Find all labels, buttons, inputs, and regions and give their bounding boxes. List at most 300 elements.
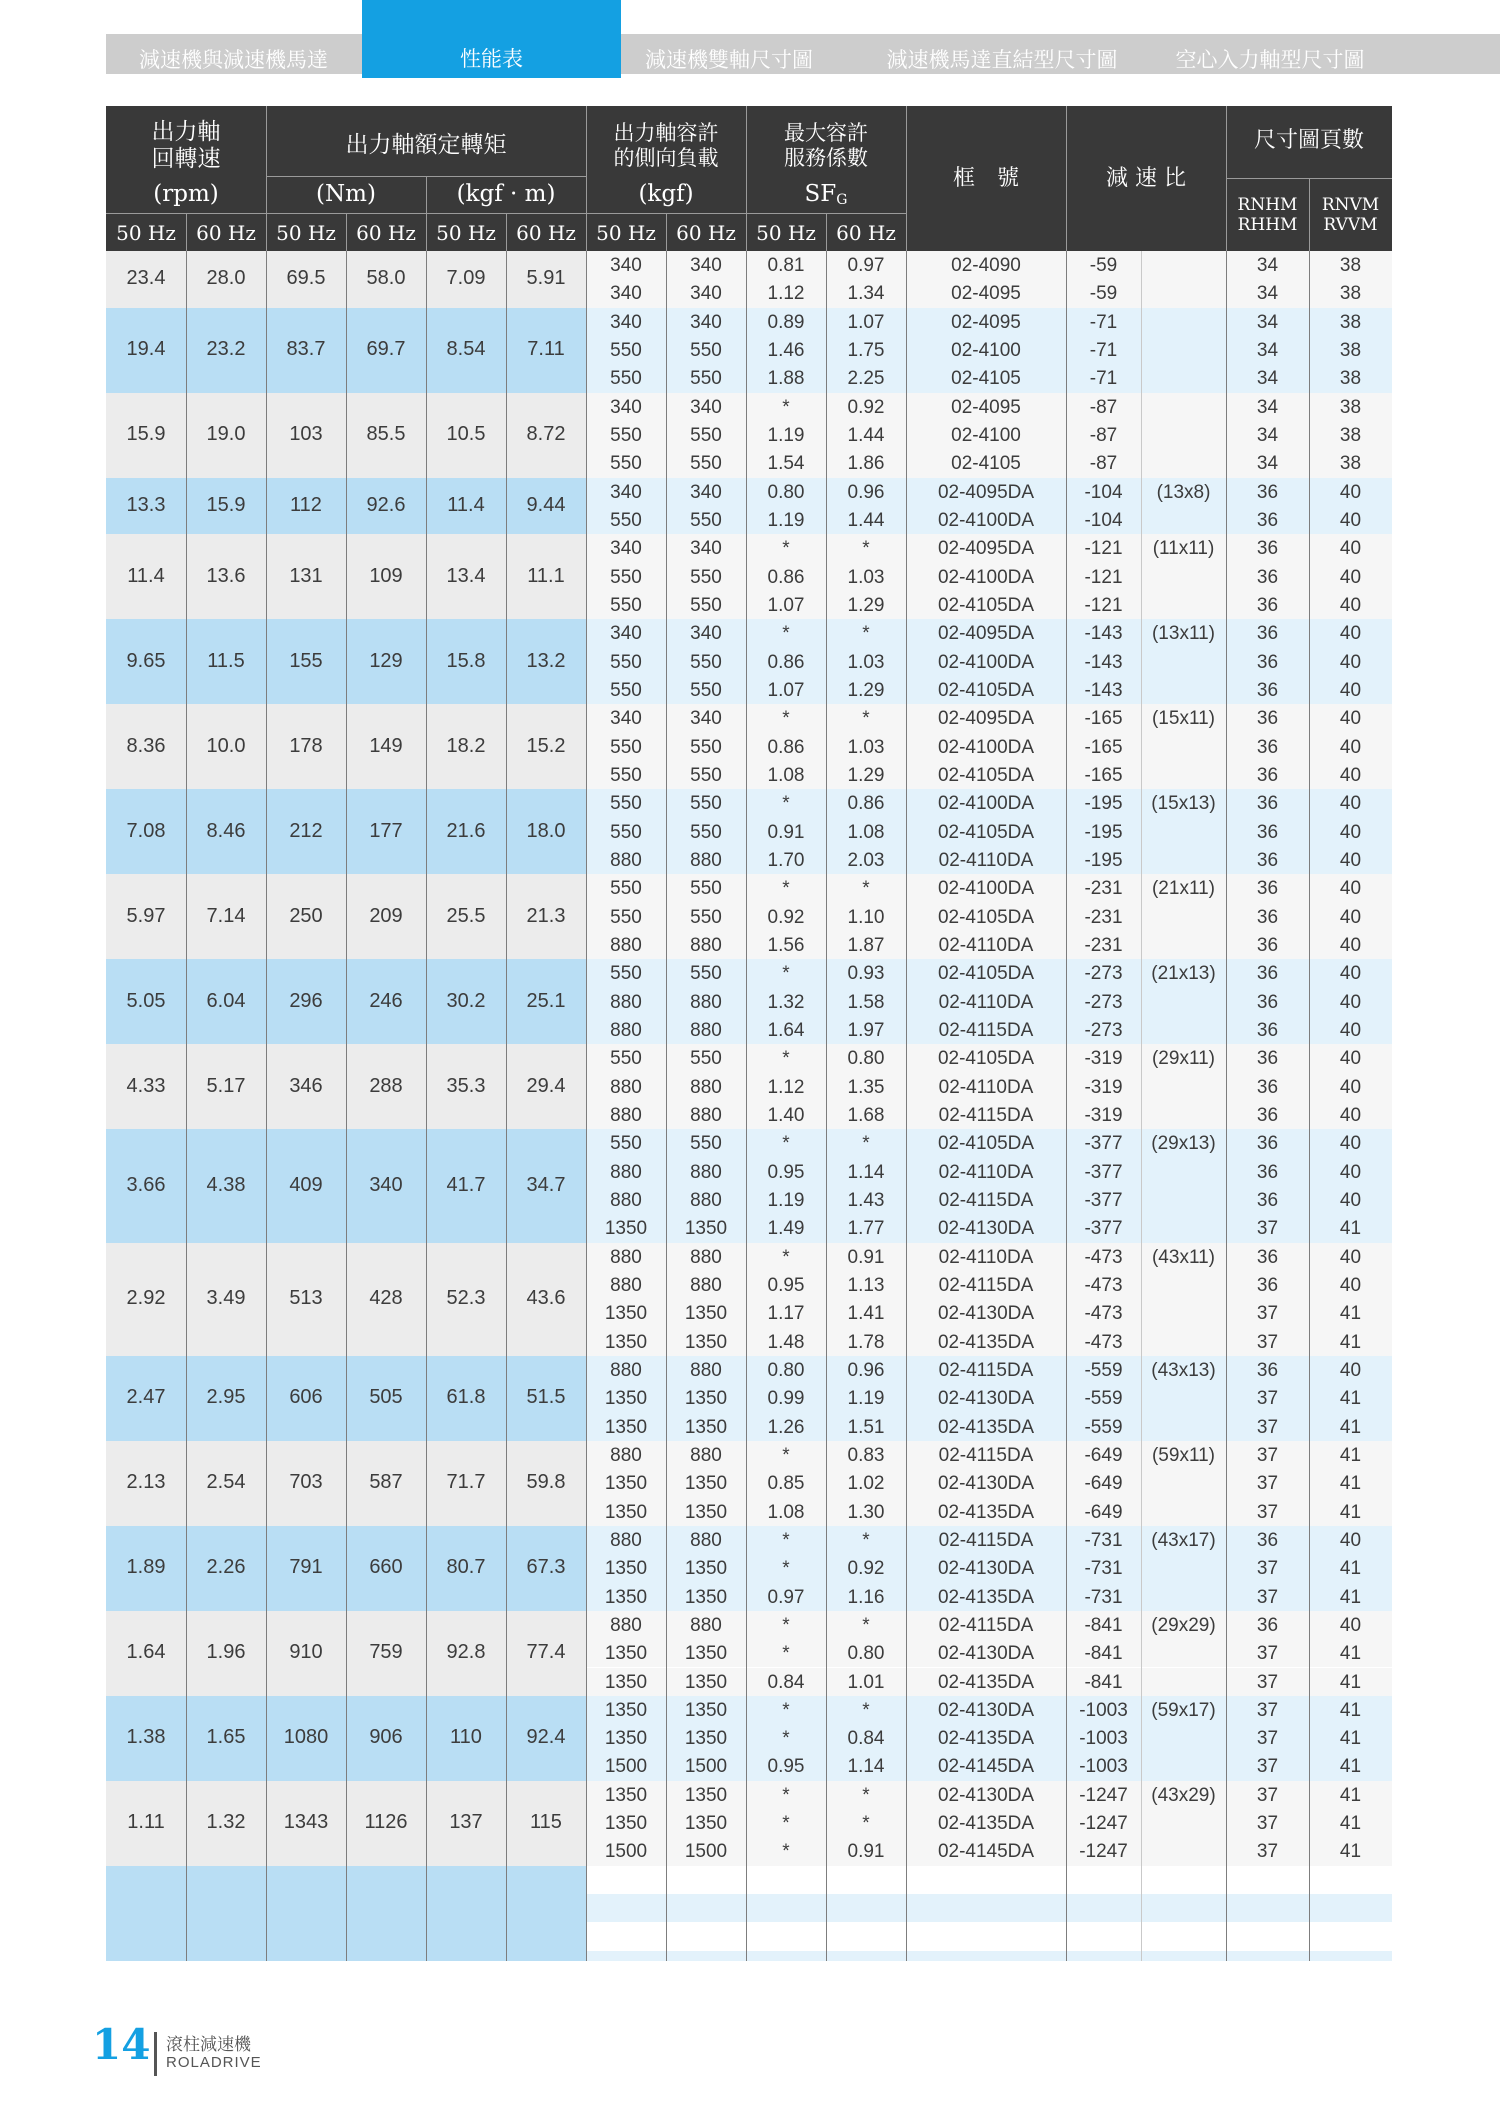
cell-dim-page-rnvm: 40 xyxy=(1339,1104,1362,1126)
cell-sf-60hz: 1.10 xyxy=(847,906,885,928)
header-sf-unit: SF G xyxy=(804,181,848,208)
cell-rpm-50hz: 15.9 xyxy=(126,423,166,446)
cell-load-60hz: 550 xyxy=(690,509,722,531)
cell-rpm-50hz: 1.38 xyxy=(126,1726,166,1749)
cell-sf-60hz: 0.83 xyxy=(847,1444,885,1466)
cell-dim-page-rnvm: 40 xyxy=(1339,708,1362,730)
cell-sf-50hz: 1.56 xyxy=(767,934,805,956)
cell-dim-page-rnhm: 37 xyxy=(1256,1699,1279,1721)
cell-sf-60hz: 1.86 xyxy=(847,453,885,475)
cell-frame-number: 02-4100DA xyxy=(937,736,1035,758)
cell-sf-60hz: * xyxy=(862,1133,870,1155)
cell-dim-page-rnhm: 36 xyxy=(1256,481,1279,503)
cell-sf-50hz: * xyxy=(782,1133,790,1155)
cell-rpm-60hz: 11.5 xyxy=(207,649,245,672)
cell-dim-page-rnvm: 38 xyxy=(1339,255,1362,276)
header-hz-50: 50 Hz xyxy=(756,220,816,245)
cell-load-60hz: 550 xyxy=(690,339,722,361)
cell-sf-50hz: * xyxy=(782,1558,790,1580)
cell-load-50hz: 550 xyxy=(610,679,642,701)
cell-sf-50hz: 0.80 xyxy=(767,481,805,503)
cell-dim-page-rnvm: 38 xyxy=(1339,396,1362,418)
tab-double-shaft-dimensions[interactable]: 減速機雙軸尺寸圖 xyxy=(645,48,813,72)
cell-sf-50hz: 1.17 xyxy=(767,1303,805,1325)
cell-dim-page-rnhm: 36 xyxy=(1256,566,1279,588)
cell-rpm-50hz: 1.11 xyxy=(127,1811,165,1834)
cell-reduction-ratio: -319 xyxy=(1084,1076,1123,1098)
header-divider xyxy=(746,106,747,251)
cell-nm-60hz: 58.0 xyxy=(366,267,406,290)
cell-gear-combination: (21x13) xyxy=(1151,963,1216,985)
cell-dim-page-rnhm: 36 xyxy=(1256,878,1279,900)
cell-dim-page-rnhm: 34 xyxy=(1256,283,1279,305)
cell-rpm-60hz: 23.2 xyxy=(206,338,246,361)
cell-kgf-50hz: 7.09 xyxy=(446,267,486,290)
tab-performance-table[interactable]: 性能表 xyxy=(362,0,621,78)
cell-dim-page-rnvm: 41 xyxy=(1339,1671,1362,1693)
cell-sf-50hz: 0.99 xyxy=(767,1388,805,1410)
cell-sf-50hz: * xyxy=(782,1614,790,1636)
cell-sf-60hz: 0.86 xyxy=(847,793,885,815)
cell-sf-60hz: * xyxy=(862,1699,870,1721)
cell-load-50hz: 880 xyxy=(610,1076,642,1098)
cell-dim-page-rnvm: 40 xyxy=(1339,509,1362,531)
cell-nm-60hz: 92.6 xyxy=(366,493,406,516)
cell-sf-60hz: 1.19 xyxy=(847,1388,885,1410)
cell-frame-number: 02-4095 xyxy=(951,396,1021,418)
cell-dim-page-rnvm: 40 xyxy=(1339,764,1362,786)
cell-reduction-ratio: -71 xyxy=(1089,368,1118,390)
cell-dim-page-rnhm: 36 xyxy=(1256,623,1279,645)
cell-frame-number: 02-4145DA xyxy=(937,1756,1035,1778)
cell-frame-number: 02-4135DA xyxy=(937,1586,1035,1608)
cell-frame-number: 02-4135DA xyxy=(937,1416,1035,1438)
cell-kgf-60hz: 59.8 xyxy=(526,1471,566,1494)
cell-dim-page-rnvm: 41 xyxy=(1339,1331,1362,1353)
cell-load-60hz: 1350 xyxy=(684,1388,728,1410)
cell-rpm-60hz: 8.46 xyxy=(206,819,246,842)
cell-nm-50hz: 178 xyxy=(289,734,323,757)
cell-sf-60hz: 0.91 xyxy=(847,1246,885,1268)
cell-kgf-50hz: 71.7 xyxy=(446,1471,486,1494)
cell-load-50hz: 550 xyxy=(610,906,642,928)
cell-load-50hz: 550 xyxy=(610,963,642,985)
cell-dim-page-rnvm: 40 xyxy=(1339,934,1362,956)
cell-reduction-ratio: -1003 xyxy=(1079,1699,1128,1721)
cell-load-60hz: 880 xyxy=(690,1189,722,1211)
cell-sf-60hz: 1.29 xyxy=(847,764,885,786)
cell-frame-number: 02-4115DA xyxy=(938,1274,1034,1296)
header-sf-title: 最大容許 服務係數 xyxy=(784,121,868,170)
cell-sf-60hz: 1.78 xyxy=(847,1331,885,1353)
cell-dim-page-rnhm: 36 xyxy=(1256,651,1279,673)
cell-sf-50hz: * xyxy=(782,1784,790,1806)
cell-sf-50hz: 0.85 xyxy=(767,1473,805,1495)
cell-load-50hz: 880 xyxy=(610,849,642,871)
cell-nm-60hz: 177 xyxy=(369,819,403,842)
cell-sf-50hz: 1.46 xyxy=(767,339,805,361)
cell-sf-60hz: 1.02 xyxy=(847,1473,885,1495)
cell-nm-50hz: 703 xyxy=(289,1471,323,1494)
cell-dim-page-rnhm: 36 xyxy=(1256,1529,1279,1551)
cell-reduction-ratio: -195 xyxy=(1084,793,1123,815)
cell-sf-60hz: 0.92 xyxy=(847,1558,885,1580)
table-header xyxy=(106,106,1392,251)
cell-sf-50hz: 0.95 xyxy=(767,1756,805,1778)
cell-dim-page-rnvm: 41 xyxy=(1339,1813,1362,1835)
cell-load-50hz: 550 xyxy=(610,453,642,475)
cell-gear-combination: (29x29) xyxy=(1151,1614,1216,1636)
cell-kgf-60hz: 15.2 xyxy=(526,734,566,757)
cell-reduction-ratio: -1003 xyxy=(1079,1728,1128,1750)
cell-sf-60hz: 1.87 xyxy=(847,934,885,956)
cell-frame-number: 02-4090 xyxy=(951,255,1021,276)
cell-load-50hz: 550 xyxy=(610,1048,642,1070)
cell-load-60hz: 880 xyxy=(690,1359,722,1381)
cell-frame-number: 02-4095 xyxy=(951,283,1021,305)
cell-dim-page-rnvm: 40 xyxy=(1339,1274,1362,1296)
table-row xyxy=(586,1951,1392,1961)
cell-reduction-ratio: -231 xyxy=(1084,906,1123,928)
cell-nm-60hz: 759 xyxy=(369,1641,403,1664)
cell-load-60hz: 1350 xyxy=(684,1473,728,1495)
cell-dim-page-rnhm: 34 xyxy=(1256,311,1279,333)
cell-frame-number: 02-4115DA xyxy=(938,1529,1034,1551)
cell-kgf-50hz: 92.8 xyxy=(446,1641,486,1664)
cell-kgf-60hz: 67.3 xyxy=(526,1556,566,1579)
cell-sf-60hz: 1.77 xyxy=(847,1218,885,1240)
cell-load-60hz: 1350 xyxy=(684,1558,728,1580)
cell-frame-number: 02-4135DA xyxy=(937,1671,1035,1693)
column-divider xyxy=(1141,251,1142,1961)
cell-sf-60hz: 1.14 xyxy=(847,1756,885,1778)
cell-load-50hz: 550 xyxy=(610,651,642,673)
cell-rpm-60hz: 19.0 xyxy=(206,423,246,446)
cell-dim-page-rnvm: 41 xyxy=(1339,1444,1362,1466)
cell-load-50hz: 880 xyxy=(610,1614,642,1636)
header-hz-60: 60 Hz xyxy=(196,220,256,245)
header-dimension-rnhm: RNHM RHHM xyxy=(1237,194,1298,235)
cell-sf-60hz: 1.34 xyxy=(847,283,885,305)
cell-dim-page-rnvm: 40 xyxy=(1339,679,1362,701)
cell-dim-page-rnhm: 36 xyxy=(1256,1161,1279,1183)
column-divider xyxy=(426,251,427,1961)
column-divider xyxy=(1309,251,1310,1961)
cell-dim-page-rnhm: 37 xyxy=(1256,1501,1279,1523)
cell-dim-page-rnhm: 36 xyxy=(1256,849,1279,871)
column-divider xyxy=(186,251,187,1961)
cell-sf-60hz: * xyxy=(862,878,870,900)
cell-reduction-ratio: -231 xyxy=(1084,878,1123,900)
cell-load-60hz: 1350 xyxy=(684,1586,728,1608)
cell-reduction-ratio: -649 xyxy=(1084,1473,1123,1495)
cell-load-60hz: 340 xyxy=(690,708,722,730)
cell-sf-60hz: * xyxy=(862,1529,870,1551)
cell-frame-number: 02-4105DA xyxy=(937,679,1035,701)
cell-frame-number: 02-4105DA xyxy=(937,1048,1035,1070)
cell-dim-page-rnvm: 41 xyxy=(1339,1756,1362,1778)
cell-dim-page-rnhm: 37 xyxy=(1256,1586,1279,1608)
cell-gear-combination: (43x11) xyxy=(1151,1246,1215,1268)
table-row xyxy=(586,1866,1392,1894)
cell-load-60hz: 550 xyxy=(690,453,722,475)
cell-nm-60hz: 209 xyxy=(369,904,403,927)
header-frame-title: 框 號 xyxy=(952,165,1019,191)
cell-rpm-60hz: 4.38 xyxy=(206,1173,246,1196)
cell-load-60hz: 880 xyxy=(690,849,722,871)
cell-load-50hz: 340 xyxy=(610,708,642,730)
cell-gear-combination: (13x8) xyxy=(1156,481,1211,503)
header-hz-50: 50 Hz xyxy=(596,220,656,245)
cell-sf-60hz: 1.03 xyxy=(847,651,885,673)
cell-dim-page-rnhm: 36 xyxy=(1256,1189,1279,1211)
cell-sf-50hz: * xyxy=(782,1048,790,1070)
page-number: 14 xyxy=(92,2020,151,2069)
cell-frame-number: 02-4105DA xyxy=(937,906,1035,928)
cell-reduction-ratio: -104 xyxy=(1084,509,1123,531)
cell-frame-number: 02-4110DA xyxy=(938,934,1034,956)
cell-nm-50hz: 791 xyxy=(289,1556,323,1579)
cell-sf-60hz: 1.03 xyxy=(847,736,885,758)
cell-sf-50hz: 0.80 xyxy=(767,1359,805,1381)
cell-load-50hz: 1350 xyxy=(604,1303,648,1325)
cell-dim-page-rnhm: 36 xyxy=(1256,538,1279,560)
cell-load-50hz: 550 xyxy=(610,594,642,616)
cell-load-50hz: 550 xyxy=(610,878,642,900)
cell-sf-50hz: 1.19 xyxy=(767,424,805,446)
cell-sf-50hz: * xyxy=(782,1643,790,1665)
cell-sf-50hz: 1.64 xyxy=(767,1019,805,1041)
cell-load-60hz: 880 xyxy=(690,1274,722,1296)
header-load-title: 出力軸容許 的側向負載 xyxy=(613,121,719,170)
cell-sf-60hz: 2.25 xyxy=(847,368,885,390)
cell-reduction-ratio: -731 xyxy=(1084,1529,1123,1551)
cell-sf-50hz: 0.81 xyxy=(767,255,805,276)
cell-sf-50hz: * xyxy=(782,1529,790,1551)
cell-sf-60hz: 1.35 xyxy=(847,1076,885,1098)
cell-sf-60hz: 1.29 xyxy=(847,594,885,616)
cell-load-60hz: 1350 xyxy=(684,1416,728,1438)
cell-reduction-ratio: -319 xyxy=(1084,1048,1123,1070)
cell-nm-50hz: 112 xyxy=(290,493,322,516)
cell-reduction-ratio: -841 xyxy=(1084,1643,1123,1665)
header-hz-60: 60 Hz xyxy=(836,220,896,245)
cell-load-60hz: 880 xyxy=(690,1104,722,1126)
cell-kgf-50hz: 80.7 xyxy=(446,1556,486,1579)
cell-rpm-60hz: 1.65 xyxy=(206,1726,246,1749)
cell-nm-60hz: 149 xyxy=(369,734,403,757)
cell-sf-50hz: 1.49 xyxy=(767,1218,805,1240)
cell-load-50hz: 880 xyxy=(610,1019,642,1041)
cell-load-60hz: 340 xyxy=(690,623,722,645)
cell-dim-page-rnhm: 37 xyxy=(1256,1671,1279,1693)
cell-rpm-60hz: 6.04 xyxy=(206,989,246,1012)
cell-dim-page-rnvm: 38 xyxy=(1339,424,1362,446)
cell-nm-50hz: 1343 xyxy=(283,1811,329,1834)
cell-load-50hz: 340 xyxy=(610,396,642,418)
header-hz-60: 60 Hz xyxy=(356,220,416,245)
cell-frame-number: 02-4130DA xyxy=(937,1303,1035,1325)
cell-load-60hz: 550 xyxy=(690,651,722,673)
cell-dim-page-rnhm: 37 xyxy=(1256,1303,1279,1325)
cell-nm-50hz: 250 xyxy=(289,904,323,927)
header-divider xyxy=(586,106,587,251)
cell-nm-60hz: 587 xyxy=(369,1471,403,1494)
cell-sf-60hz: 1.68 xyxy=(847,1104,885,1126)
cell-reduction-ratio: -87 xyxy=(1089,396,1118,418)
cell-dim-page-rnvm: 40 xyxy=(1339,991,1362,1013)
cell-frame-number: 02-4105DA xyxy=(937,963,1035,985)
cell-frame-number: 02-4130DA xyxy=(937,1558,1035,1580)
cell-kgf-60hz: 92.4 xyxy=(526,1726,566,1749)
cell-rpm-60hz: 28.0 xyxy=(206,267,246,290)
cell-frame-number: 02-4135DA xyxy=(937,1813,1035,1835)
cell-sf-50hz: * xyxy=(782,538,790,560)
cell-reduction-ratio: -273 xyxy=(1084,963,1123,985)
cell-rpm-60hz: 7.14 xyxy=(206,904,246,927)
cell-reduction-ratio: -165 xyxy=(1084,736,1123,758)
cell-sf-60hz: 0.92 xyxy=(847,396,885,418)
cell-load-60hz: 550 xyxy=(690,1048,722,1070)
cell-frame-number: 02-4105DA xyxy=(937,1133,1035,1155)
cell-rpm-50hz: 23.4 xyxy=(126,267,166,290)
cell-dim-page-rnhm: 36 xyxy=(1256,1048,1279,1070)
cell-rpm-50hz: 11.4 xyxy=(127,564,165,587)
cell-dim-page-rnhm: 36 xyxy=(1256,1133,1279,1155)
cell-reduction-ratio: -649 xyxy=(1084,1501,1123,1523)
cell-load-60hz: 340 xyxy=(690,255,722,276)
cell-dim-page-rnvm: 40 xyxy=(1339,1529,1362,1551)
cell-rpm-50hz: 1.89 xyxy=(126,1556,166,1579)
cell-load-60hz: 340 xyxy=(690,311,722,333)
cell-frame-number: 02-4110DA xyxy=(938,1246,1034,1268)
cell-load-60hz: 340 xyxy=(690,283,722,305)
cell-sf-50hz: * xyxy=(782,1813,790,1835)
cell-load-60hz: 550 xyxy=(690,821,722,843)
cell-frame-number: 02-4130DA xyxy=(937,1218,1035,1240)
tab-reducers-and-motors[interactable]: 減速機與減速機馬達 xyxy=(139,48,328,72)
cell-reduction-ratio: -165 xyxy=(1084,764,1123,786)
cell-load-60hz: 880 xyxy=(690,1161,722,1183)
cell-rpm-50hz: 4.33 xyxy=(126,1074,166,1097)
footer-divider xyxy=(154,2032,157,2076)
cell-load-60hz: 1500 xyxy=(684,1756,728,1778)
cell-gear-combination: (29x13) xyxy=(1151,1133,1216,1155)
cell-dim-page-rnvm: 38 xyxy=(1339,368,1362,390)
header-hz-50: 50 Hz xyxy=(436,220,496,245)
cell-reduction-ratio: -559 xyxy=(1084,1359,1123,1381)
cell-load-50hz: 550 xyxy=(610,736,642,758)
cell-reduction-ratio: -59 xyxy=(1089,255,1118,276)
cell-sf-60hz: 1.44 xyxy=(847,424,885,446)
cell-dim-page-rnhm: 36 xyxy=(1256,1274,1279,1296)
cell-frame-number: 02-4105DA xyxy=(937,764,1035,786)
cell-reduction-ratio: -731 xyxy=(1084,1586,1123,1608)
cell-dim-page-rnvm: 41 xyxy=(1339,1699,1362,1721)
cell-reduction-ratio: -473 xyxy=(1084,1331,1123,1353)
cell-load-50hz: 1350 xyxy=(604,1416,648,1438)
cell-reduction-ratio: -143 xyxy=(1084,651,1123,673)
cell-sf-60hz: * xyxy=(862,708,870,730)
cell-sf-60hz: 1.14 xyxy=(847,1161,885,1183)
cell-sf-50hz: * xyxy=(782,793,790,815)
cell-load-50hz: 550 xyxy=(610,1133,642,1155)
cell-rpm-60hz: 1.96 xyxy=(206,1641,246,1664)
cell-frame-number: 02-4130DA xyxy=(937,1784,1035,1806)
cell-reduction-ratio: -649 xyxy=(1084,1444,1123,1466)
cell-sf-50hz: 0.86 xyxy=(767,651,805,673)
cell-dim-page-rnvm: 40 xyxy=(1339,651,1362,673)
cell-dim-page-rnvm: 40 xyxy=(1339,1359,1362,1381)
cell-frame-number: 02-4095 xyxy=(951,311,1021,333)
cell-frame-number: 02-4105 xyxy=(951,368,1021,390)
cell-dim-page-rnvm: 40 xyxy=(1339,1246,1362,1268)
header-divider xyxy=(266,106,267,251)
cell-sf-60hz: * xyxy=(862,1784,870,1806)
cell-dim-page-rnvm: 41 xyxy=(1339,1841,1362,1863)
cell-rpm-50hz: 8.36 xyxy=(126,734,166,757)
cell-dim-page-rnhm: 36 xyxy=(1256,509,1279,531)
cell-frame-number: 02-4135DA xyxy=(937,1728,1035,1750)
header-hz-60: 60 Hz xyxy=(516,220,576,245)
cell-sf-50hz: * xyxy=(782,878,790,900)
cell-sf-60hz: 1.13 xyxy=(847,1274,885,1296)
cell-sf-50hz: 1.12 xyxy=(767,1076,805,1098)
cell-frame-number: 02-4100DA xyxy=(937,878,1035,900)
cell-sf-60hz: 1.43 xyxy=(847,1189,885,1211)
cell-rpm-50hz: 13.3 xyxy=(126,493,166,516)
cell-reduction-ratio: -1247 xyxy=(1079,1784,1128,1806)
cell-nm-60hz: 428 xyxy=(369,1287,403,1310)
cell-load-50hz: 1350 xyxy=(604,1784,648,1806)
cell-load-50hz: 1350 xyxy=(604,1473,648,1495)
cell-dim-page-rnvm: 40 xyxy=(1339,736,1362,758)
cell-load-50hz: 880 xyxy=(610,1246,642,1268)
header-speed-title: 出力軸 回轉速 xyxy=(151,118,221,172)
cell-dim-page-rnhm: 36 xyxy=(1256,793,1279,815)
cell-sf-50hz: * xyxy=(782,1699,790,1721)
cell-load-60hz: 1350 xyxy=(684,1671,728,1693)
cell-load-50hz: 880 xyxy=(610,1274,642,1296)
header-hz-60: 60 Hz xyxy=(676,220,736,245)
cell-reduction-ratio: -87 xyxy=(1089,453,1118,475)
cell-dim-page-rnhm: 36 xyxy=(1256,708,1279,730)
cell-kgf-60hz: 8.72 xyxy=(526,423,566,446)
cell-kgf-60hz: 5.91 xyxy=(526,267,566,290)
cell-reduction-ratio: -121 xyxy=(1084,566,1123,588)
cell-sf-50hz: 1.19 xyxy=(767,1189,805,1211)
cell-frame-number: 02-4105DA xyxy=(937,821,1035,843)
cell-rpm-50hz: 5.97 xyxy=(126,904,166,927)
cell-nm-50hz: 346 xyxy=(289,1074,323,1097)
cell-dim-page-rnvm: 41 xyxy=(1339,1388,1362,1410)
cell-load-60hz: 880 xyxy=(690,934,722,956)
cell-gear-combination: (15x11) xyxy=(1151,708,1215,730)
cell-dim-page-rnvm: 41 xyxy=(1339,1416,1362,1438)
cell-dim-page-rnvm: 38 xyxy=(1339,283,1362,305)
tab-direct-motor-dimensions[interactable]: 減速機馬達直結型尺寸圖 xyxy=(886,48,1118,72)
cell-sf-50hz: 1.19 xyxy=(767,509,805,531)
cell-rpm-50hz: 9.65 xyxy=(126,649,166,672)
cell-sf-60hz: 1.58 xyxy=(847,991,885,1013)
column-divider xyxy=(906,251,907,1961)
cell-sf-60hz: 1.51 xyxy=(847,1416,885,1438)
cell-load-60hz: 1350 xyxy=(684,1303,728,1325)
cell-dim-page-rnhm: 36 xyxy=(1256,906,1279,928)
cell-frame-number: 02-4115DA xyxy=(938,1614,1034,1636)
cell-load-50hz: 1350 xyxy=(604,1586,648,1608)
tab-hollow-input-shaft-dimensions[interactable]: 空心入力軸型尺寸圖 xyxy=(1175,48,1365,72)
